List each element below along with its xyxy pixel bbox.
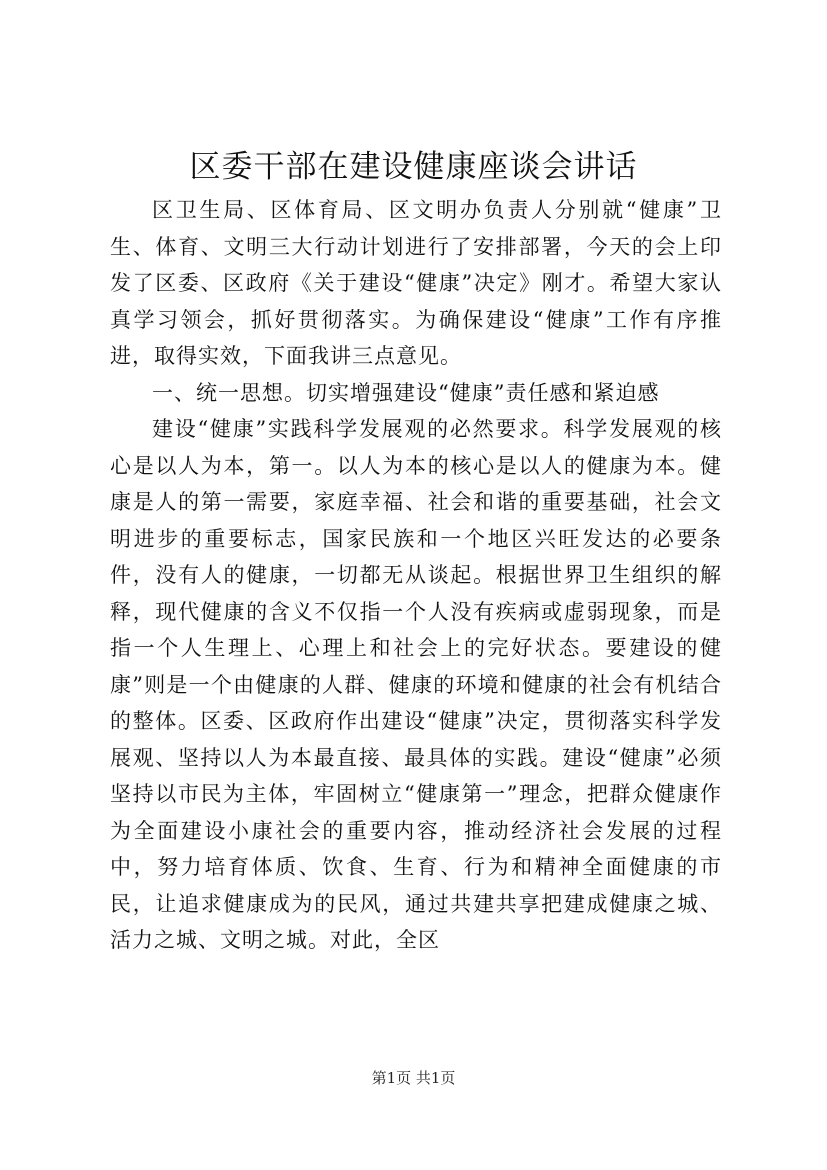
page-footer: 第1页 共1页 xyxy=(371,1069,456,1087)
body-paragraph: 建设“健康”实践科学发展观的必然要求。科学发展观的核心是以人为本，第一。以人为本的核心是以人的健康为本。健康是人的第一需要，家庭幸福、社会和谐的重要基础，社会文明进步的重要标志，国家民族和一个地区兴旺发达的必要条件，没有人的健康，一切都无从谈起。根据世界卫生组织的解释，现代健康的含义不仅指一个人没有疾病或虚弱现象，而是指一个人生理上、心理上和社会上的完好状态。要建设的健康”则是一个由健康的人群、健康的环境和健康的社会有机结合的整体。区委、区政府作出建设“健康”决定，贯彻落实科学发展观、坚持以人为本最直接、最具体的实践。建设“健康”必须坚持以市民为主体，牢固树立“健康第一”理念，把群众健康作为全面建设小康社会的重要内容，推动经济社会发展的过程中，努力培育体质、饮食、生育、行为和精神全面健康的市民，让追求健康成为的民风，通过共建共享把建成健康之城、活力之城、文明之城。对此，全区 xyxy=(110,417,722,952)
document-body xyxy=(110,192,722,959)
document-title: 区委干部在建设健康座谈会讲话 xyxy=(189,149,638,185)
section-heading: 一、统一思想。切实增强建设“健康”责任感和紧迫感 xyxy=(152,380,660,405)
intro-paragraph: 区卫生局、区体育局、区文明办负责人分别就“健康”卫生、体育、文明三大行动计划进行了安排部署，今天的会上印发了区委、区政府《关于建设“健康”决定》刚才。希望大家认真学习领会，抓好贯彻落实。为确保建设“健康”工作有序推进，取得实效，下面我讲三点意见。 xyxy=(110,198,722,368)
